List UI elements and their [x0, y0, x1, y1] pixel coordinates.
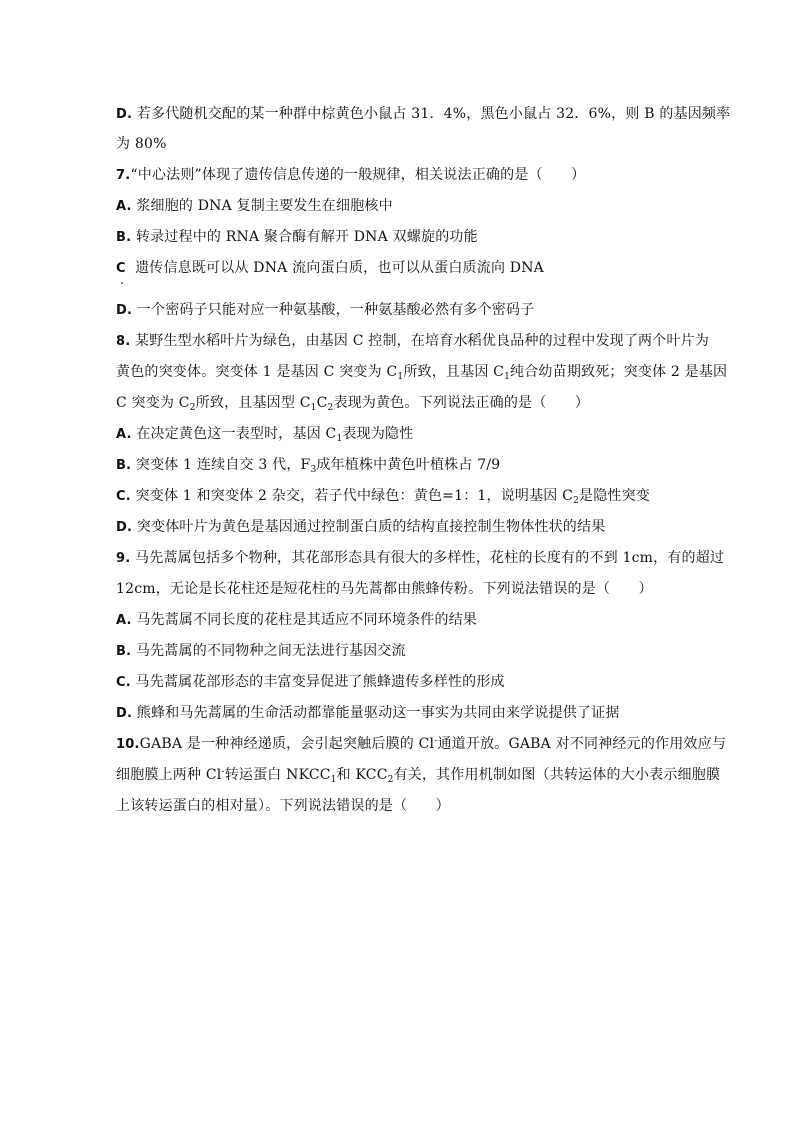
option-label: B.: [116, 644, 132, 659]
option-label: C.: [116, 675, 131, 690]
text-run: 突变体 1 和突变体 2 杂交，若子代中绿色：黄色=1：1，说明基因 C: [135, 488, 574, 504]
subscript: 1: [504, 372, 511, 382]
text-run: 黄色的突变体。突变体 1 是基因 C 突变为 C: [116, 364, 398, 380]
subscript: 1: [310, 403, 317, 413]
q7-stem: [116, 165, 585, 185]
superscript: -: [221, 767, 225, 777]
subscript: 1: [330, 775, 337, 785]
superscript: -: [434, 736, 438, 746]
option-text: 马先蒿属不同长度的花柱是其适应不同环境条件的结果: [136, 612, 478, 628]
subscript: 2: [189, 403, 196, 413]
text-run: 成年植株中黄色叶植株占 7/9: [316, 457, 501, 473]
option-label: B.: [116, 458, 132, 473]
stray-dot: [121, 282, 123, 284]
option-label: C: [116, 261, 126, 276]
text-run: 表现为隐性: [342, 426, 414, 442]
option-text: 一个密码子只能对应一种氨基酸，一种氨基酸必然有多个密码子: [136, 302, 535, 318]
q7-option-b: [116, 227, 478, 247]
question-number: 7.: [116, 168, 131, 183]
option-label: A.: [116, 613, 132, 628]
q8-option-a: [116, 424, 413, 444]
question-text: 上该转运蛋白的相对量）。下列说法错误的是（ ）: [116, 798, 450, 814]
q6-option-d-line1: [116, 104, 730, 124]
option-label: D.: [116, 520, 133, 535]
option-label: A.: [116, 199, 132, 214]
question-text: 12cm，无论是长花柱还是短花柱的马先蒿都由熊蜂传粉。下列说法错误的是（ ）: [116, 581, 653, 597]
text-run: 表现为黄色。下列说法正确的是（ ）: [333, 395, 590, 411]
text-run: 在决定黄色这一表型时，基因 C: [136, 426, 337, 442]
q9-stem-line1: [116, 548, 724, 568]
text-run: 所致，且基因型 C: [195, 395, 311, 411]
q6-option-d-line2: [116, 134, 167, 154]
text-run: 细胞膜上两种 Cl: [116, 767, 222, 783]
subscript: 2: [327, 403, 334, 413]
option-label: B.: [116, 230, 132, 245]
q8-stem-line3: [116, 393, 589, 413]
q7-option-c: [116, 258, 544, 278]
text-run: 突变体 1 连续自交 3 代，F: [135, 457, 311, 473]
option-text: 浆细胞的 DNA 复制主要发生在细胞核中: [136, 198, 393, 214]
option-label: D.: [116, 706, 133, 721]
option-text: 转录过程中的 RNA 聚合酶有解开 DNA 双螺旋的功能: [135, 229, 478, 245]
q9-option-d: [116, 703, 620, 723]
text-run: 和 KCC: [336, 767, 388, 783]
question-number: 9.: [116, 551, 131, 566]
subscript: 3: [310, 465, 317, 475]
subscript: 2: [387, 775, 394, 785]
text-run: GABA 是一种神经递质，会引起突触后膜的 Cl: [139, 736, 435, 752]
subscript: 2: [573, 496, 580, 506]
option-text: 遗传信息既可以从 DNA 流向蛋白质，也可以从蛋白质流向 DNA: [135, 260, 544, 276]
q8-stem-line2: [116, 362, 727, 382]
q9-option-b: [116, 641, 406, 661]
option-label: D.: [116, 303, 133, 318]
text-run: 转运蛋白 NKCC: [224, 767, 331, 783]
q10-stem-line1: [116, 734, 726, 754]
subscript: 1: [397, 372, 404, 382]
text-run: 有关，其作用机制如图（共转运体的大小表示细胞膜: [393, 767, 721, 783]
question-text: 马先蒿属包括多个物种，其花部形态具有很大的多样性，花柱的长度有的不到 1cm，有的超过: [135, 550, 725, 566]
q8-option-d: [116, 517, 605, 537]
option-text: 熊蜂和马先蒿属的生命活动都靠能量驱动这一事实为共同由来学说提供了证据: [136, 705, 620, 721]
option-text: 突变体叶片为黄色是基因通过控制蛋白质的结构直接控制生物体性状的结果: [136, 519, 606, 535]
text-run: 通道开放。GABA 对不同神经元的作用效应与: [437, 736, 727, 752]
subscript: 1: [336, 434, 343, 444]
q9-stem-line2: [116, 579, 653, 599]
text-run: C: [316, 395, 328, 411]
q10-stem-line3: [116, 796, 450, 816]
q10-stem-line2: [116, 765, 720, 785]
option-label: A.: [116, 427, 132, 442]
q7-option-a: [116, 196, 393, 216]
option-label: C.: [116, 489, 131, 504]
question-text: 某野生型水稻叶片为绿色，由基因 C 控制，在培育水稻优良品种的过程中发现了两个叶片为: [135, 333, 710, 349]
q9-option-a: [116, 610, 477, 630]
text-run: 所致，且基因 C: [403, 364, 505, 380]
option-text: 马先蒿属花部形态的丰富变异促进了熊蜂遗传多样性的形成: [135, 674, 505, 690]
option-text: 若多代随机交配的某一种群中棕黄色小鼠占 31．4%，黑色小鼠占 32．6%，则 B 的基因频率: [136, 106, 731, 122]
text-run: 是隐性突变: [579, 488, 651, 504]
option-text: 马先蒿属的不同物种之间无法进行基因交流: [135, 643, 406, 659]
question-text: “中心法则”体现了遗传信息传递的一般规律，相关说法正确的是（ ）: [130, 167, 586, 183]
question-number: 10.: [116, 737, 140, 752]
q9-option-c: [116, 672, 505, 692]
q8-option-c: [116, 486, 650, 506]
option-text: 为 80%: [116, 136, 167, 152]
question-number: 8.: [116, 334, 131, 349]
q7-option-d: [116, 300, 534, 320]
q8-option-b: [116, 455, 500, 475]
q8-stem-line1: [116, 331, 709, 351]
text-run: C 突变为 C: [116, 395, 190, 411]
option-label: D.: [116, 107, 133, 122]
text-run: 纯合幼苗期致死；突变体 2 是基因: [510, 364, 728, 380]
